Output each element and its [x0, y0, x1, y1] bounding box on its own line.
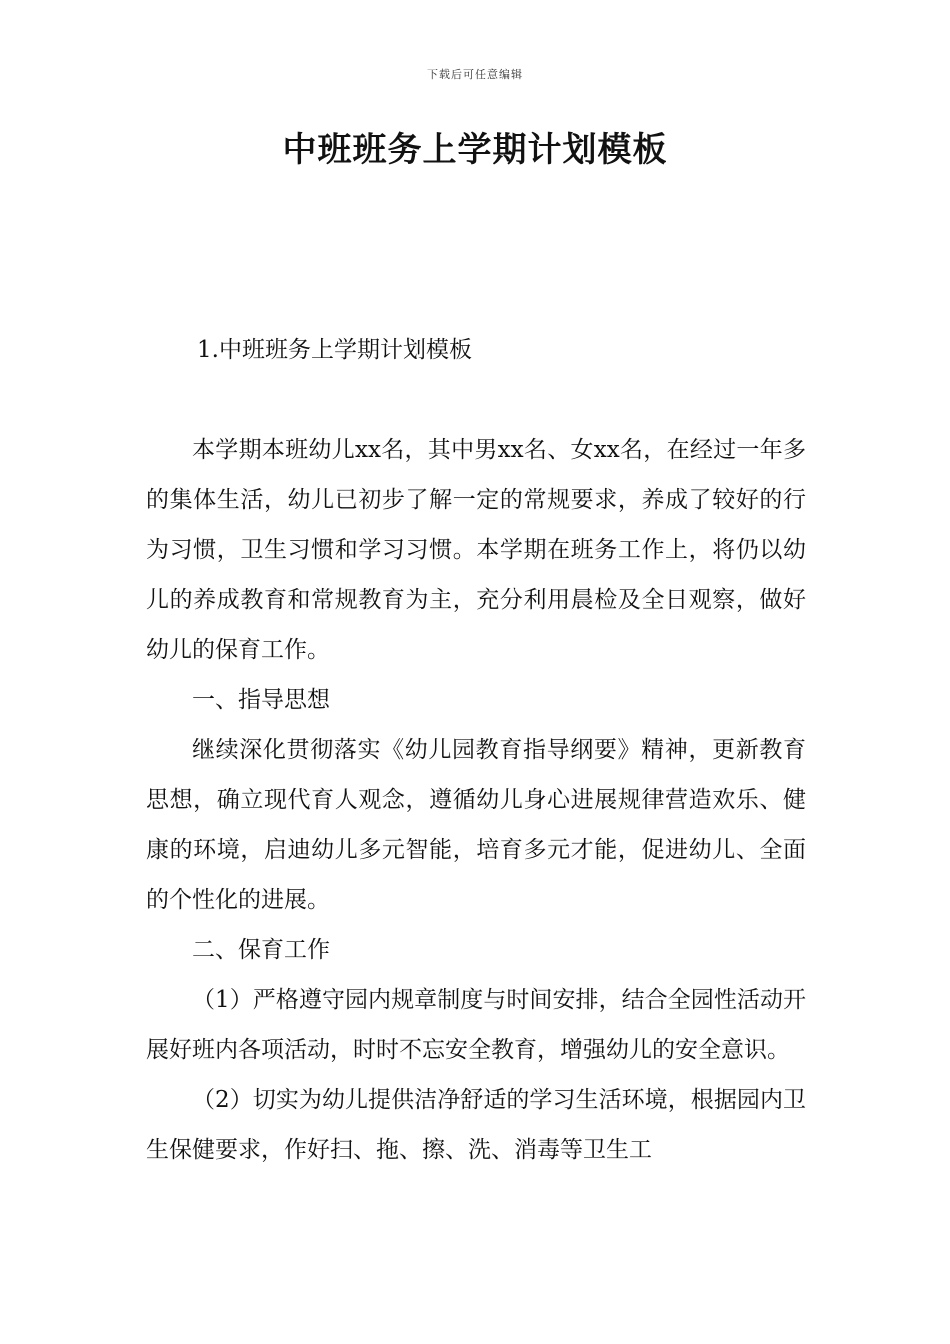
document-title: 中班班务上学期计划模板	[282, 130, 668, 170]
paragraph-care-item-1: （1）严格遵守园内规章制度与时间安排，结合全园性活动开展好班内各项活动，时时不忘安全教育，增强幼儿的安全意识。	[146, 987, 806, 1063]
paragraph-guiding-ideology: 继续深化贯彻落实《幼儿园教育指导纲要》精神，更新教育思想，确立现代育人观念，遵循幼儿身心进展规律营造欢乐、健康的环境，启迪幼儿多元智能，培育多元才能，促进幼儿、全面的个性化的进展。	[146, 737, 806, 913]
heading-guiding-ideology: 一、指导思想	[192, 687, 330, 713]
document-body	[146, 425, 806, 1175]
heading-care-work: 二、保育工作	[192, 937, 330, 963]
section-heading: 1.中班班务上学期计划模板	[197, 337, 472, 363]
paragraph-care-item-2: （2）切实为幼儿提供洁净舒适的学习生活环境，根据园内卫生保健要求，作好扫、拖、擦、洗、消毒等卫生工	[146, 1087, 806, 1163]
paragraph-intro: 本学期本班幼儿xx名，其中男xx名、女xx名，在经过一年多的集体生活，幼儿已初步了解一定的常规要求，养成了较好的行为习惯，卫生习惯和学习习惯。本学期在班务工作上，将仍以幼儿的养成教育和常规教育为主，充分利用晨检及全日观察，做好幼儿的保育工作。	[146, 437, 806, 663]
download-note: 下载后可任意编辑	[427, 68, 523, 81]
